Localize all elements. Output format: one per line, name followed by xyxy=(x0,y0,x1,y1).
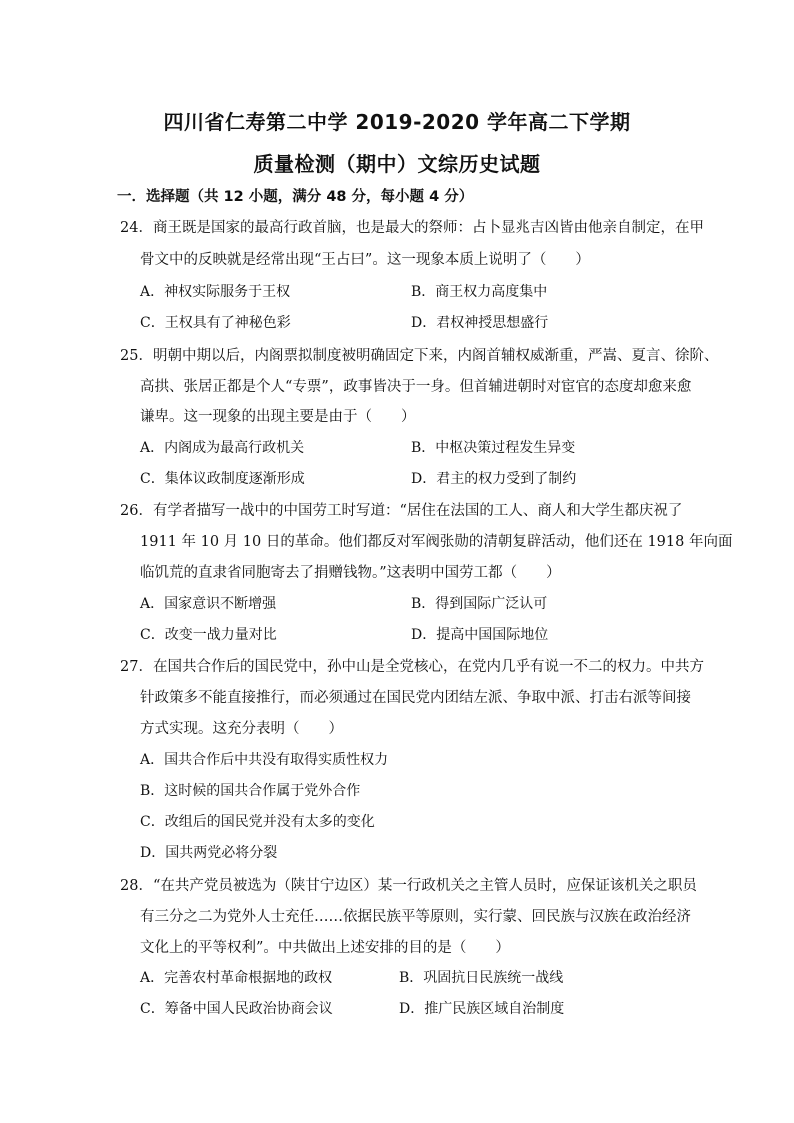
question-24-option-c: C．王权具有了神秘色彩 xyxy=(140,315,291,331)
question-26-stem-line1: 26．有学者描写一战中的中国劳工时写道：“居住在法国的工人、商人和大学生都庆祝了 xyxy=(120,503,683,519)
question-28-stem-line1: 28．“在共产党员被选为（陕甘宁边区）某一行政机关之主管人员时，应保证该机关之职员 xyxy=(120,878,697,894)
question-27-option-c: C．改组后的国民党并没有太多的变化 xyxy=(140,814,375,830)
question-24-option-a: A．神权实际服务于王权 xyxy=(140,284,291,300)
question-26-option-d: D．提高中国国际地位 xyxy=(411,627,549,643)
question-25-option-a: A．内阁成为最高行政机关 xyxy=(140,440,305,456)
question-24-option-d: D．君权神授思想盛行 xyxy=(411,315,549,331)
question-26-option-c: C．改变一战力量对比 xyxy=(140,627,277,643)
question-24-stem-line1: 24．商王既是国家的最高行政首脑，也是最大的祭师：占卜显兆吉凶皆由他亲自制定，在甲 xyxy=(120,220,704,236)
document-subtitle: 质量检测（期中）文综历史试题 xyxy=(253,152,541,176)
question-24-option-b: B．商王权力高度集中 xyxy=(411,284,548,300)
question-27-stem-line1: 27．在国共合作后的国民党中，孙中山是全党核心，在党内几乎有说一不二的权力。中共方 xyxy=(120,659,704,675)
question-25-option-d: D．君主的权力受到了制约 xyxy=(411,471,577,487)
question-26-option-a: A．国家意识不断增强 xyxy=(140,596,277,612)
question-24-stem-line2: 骨文中的反映就是经常出现“王占曰”。这一现象本质上说明了（ ） xyxy=(140,252,590,268)
question-27-option-a: A．国共合作后中共没有取得实质性权力 xyxy=(140,752,389,768)
question-25-stem-line3: 谦卑。这一现象的出现主要是由于（ ） xyxy=(140,409,416,425)
section-heading: 一．选择题（共 12 小题，满分 48 分，每小题 4 分） xyxy=(117,189,474,205)
question-26-stem-line3: 临饥荒的直隶省同胞寄去了捐赠钱物。”这表明中国劳工都（ ） xyxy=(140,565,561,581)
question-27-option-d: D．国共两党必将分裂 xyxy=(140,845,278,861)
question-28-option-d: D．推广民族区域自治制度 xyxy=(399,1001,565,1017)
question-28-option-c: C．筹备中国人民政治协商会议 xyxy=(140,1001,333,1017)
document-title: 四川省仁寿第二中学 2019-2020 学年高二下学期 xyxy=(163,110,631,134)
question-27-option-b: B．这时候的国共合作属于党外合作 xyxy=(140,783,361,799)
question-25-stem-line2: 高拱、张居正都是个人“专票”，政事皆决于一身。但首辅进朝时对宦官的态度却愈来愈 xyxy=(140,379,692,395)
question-28-option-b: B．巩固抗日民族统一战线 xyxy=(399,970,564,986)
question-28-stem-line3: 文化上的平等权利”。中共做出上述安排的目的是（ ） xyxy=(140,940,510,956)
question-26-option-b: B．得到国际广泛认可 xyxy=(411,596,548,612)
question-28-option-a: A．完善农村革命根据地的政权 xyxy=(140,970,333,986)
question-27-stem-line3: 方式实现。这充分表明（ ） xyxy=(140,721,343,737)
question-26-stem-line2: 1911 年 10 月 10 日的革命。他们都反对军阀张勋的清朝复辟活动，他们还在 1918 年向面 xyxy=(140,534,733,550)
question-25-stem-line1: 25．明朝中期以后，内阁票拟制度被明确固定下来，内阁首辅权威渐重，严嵩、夏言、徐阶、 xyxy=(120,348,719,364)
question-28-stem-line2: 有三分之二为党外人士充任……依据民族平等原则，实行蒙、回民族与汉族在政治经济 xyxy=(140,909,691,925)
question-25-option-b: B．中枢决策过程发生异变 xyxy=(411,440,576,456)
question-27-stem-line2: 针政策多不能直接推行，而必须通过在国民党内团结左派、争取中派、打击右派等间接 xyxy=(140,690,691,706)
question-25-option-c: C．集体议政制度逐渐形成 xyxy=(140,471,305,487)
